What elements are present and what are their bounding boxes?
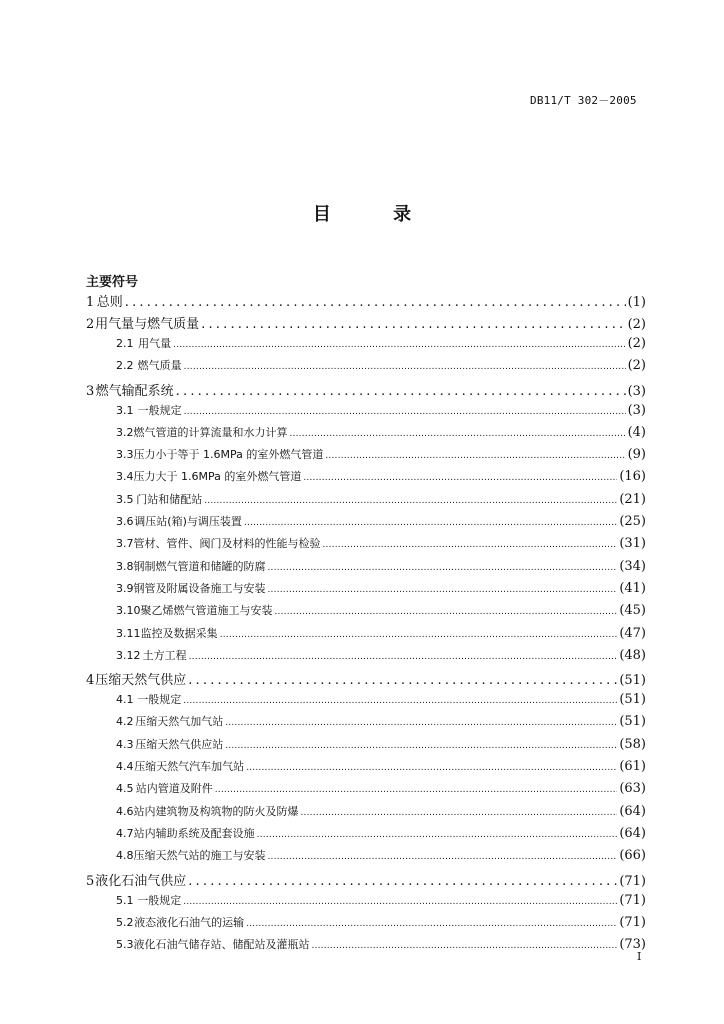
toc-entry-title: 一般规定 bbox=[137, 893, 182, 907]
toc-entry-title: 压缩天然气供应 bbox=[95, 673, 187, 689]
toc-dot-leader bbox=[183, 693, 617, 706]
toc-entry-number: 2.2 bbox=[116, 359, 134, 373]
toc-entry-number: 3.6 bbox=[116, 515, 134, 529]
toc-entry-title: 一般规定 bbox=[137, 693, 182, 707]
toc-entry-number: 3.5 bbox=[116, 492, 134, 506]
toc-dot-leader bbox=[257, 827, 618, 840]
toc-entry-title: 钢管及附属设备施工与安装 bbox=[133, 581, 266, 595]
toc-entry-number: 3.11 bbox=[116, 626, 141, 640]
toc-entry-title: 压缩天然气加气站 bbox=[135, 715, 224, 729]
toc-entry-title: 压缩天然气汽车加气站 bbox=[134, 760, 245, 774]
toc-entry-title: 燃气质量 bbox=[137, 359, 182, 373]
toc-entry-number: 3 bbox=[86, 383, 95, 399]
toc-entry-number: 2.1 bbox=[116, 337, 134, 350]
toc-entry-title: 门站和储配站 bbox=[136, 492, 203, 506]
toc-entry-number: 5.2 bbox=[116, 915, 134, 929]
toc-dot-leader bbox=[225, 715, 617, 728]
toc-section-entry[interactable] bbox=[86, 647, 646, 669]
toc-chapter-entry[interactable] bbox=[86, 669, 646, 691]
toc-chapter-entry[interactable] bbox=[86, 313, 646, 335]
toc-entry-page: (71) bbox=[619, 873, 646, 889]
toc-entry-title: 聚乙烯燃气管道施工与安装 bbox=[140, 604, 273, 618]
toc-section-entry[interactable] bbox=[86, 713, 646, 735]
toc-entry-page: (47) bbox=[619, 625, 646, 641]
symbols-heading: 主要符号 bbox=[86, 275, 139, 290]
toc-entry-number: 4.2 bbox=[116, 715, 134, 729]
toc-section-entry[interactable] bbox=[86, 736, 646, 758]
toc-entry-number: 3.3 bbox=[116, 448, 134, 462]
toc-entry-title: 液化石油气供应 bbox=[95, 873, 187, 889]
toc-entry-number: 4.8 bbox=[116, 849, 134, 863]
toc-entry-title: 用气量与燃气质量 bbox=[95, 317, 200, 332]
toc-entry-page: (51) bbox=[619, 673, 646, 689]
toc-entry-page: (45) bbox=[619, 603, 646, 619]
toc-entry-page: (51) bbox=[619, 692, 646, 708]
toc-entry-title: 监控及数据采集 bbox=[140, 626, 218, 640]
toc-dot-leader bbox=[290, 426, 626, 439]
toc-dot-leader bbox=[246, 760, 617, 773]
toc-entry-page: (2) bbox=[627, 317, 646, 332]
toc-dot-leader bbox=[201, 317, 625, 332]
toc-entry-page: (4) bbox=[627, 424, 646, 440]
toc-section-entry[interactable] bbox=[86, 446, 646, 468]
toc-entry-page: (16) bbox=[619, 469, 646, 485]
toc-section-entry[interactable] bbox=[86, 691, 646, 713]
toc-entry-number: 2 bbox=[86, 317, 95, 332]
toc-dot-leader bbox=[184, 359, 626, 372]
toc-section-entry[interactable] bbox=[86, 892, 646, 914]
toc-entry-title: 压缩天然气供应站 bbox=[135, 737, 224, 751]
toc-dot-leader bbox=[268, 560, 618, 573]
toc-section-entry[interactable] bbox=[86, 558, 646, 580]
toc-entry-page: (31) bbox=[619, 536, 646, 552]
toc-dot-leader bbox=[188, 874, 617, 889]
toc-entry-page: (64) bbox=[619, 803, 646, 819]
toc-section-entry[interactable] bbox=[86, 468, 646, 490]
toc-entry-title: 用气量 bbox=[138, 337, 172, 350]
toc-dot-leader bbox=[189, 649, 618, 662]
toc-entry-page: (25) bbox=[619, 514, 646, 530]
toc-entry-page: (66) bbox=[619, 848, 646, 864]
toc-entry-title: 站内建筑物及构筑物的防火及防爆 bbox=[133, 804, 299, 818]
toc-entry-title: 总则 bbox=[96, 295, 123, 310]
toc-dot-leader bbox=[323, 537, 618, 550]
toc-entry-title: 压力大于 1.6MPa 的室外燃气管道 bbox=[133, 470, 302, 484]
toc-entry-number: 4.5 bbox=[116, 782, 134, 796]
toc-entry-page: (71) bbox=[619, 892, 646, 908]
toc-dot-leader bbox=[183, 894, 617, 907]
toc-entry-page: (2) bbox=[627, 336, 646, 351]
toc-entry-number: 3.12 bbox=[116, 648, 141, 662]
toc-entry-page: (41) bbox=[619, 580, 646, 596]
toc-entry-page: (9) bbox=[627, 447, 646, 463]
toc-entry-title: 压缩天然气站的施工与安装 bbox=[133, 849, 266, 863]
toc-entry-page: (3) bbox=[627, 383, 646, 399]
toc-dot-leader bbox=[204, 493, 617, 506]
toc-section-entry[interactable] bbox=[86, 602, 646, 624]
toc-dot-leader bbox=[275, 604, 618, 617]
toc-dot-leader bbox=[268, 849, 618, 862]
toc-section-entry[interactable] bbox=[86, 825, 646, 847]
document-code: DB11/T 302－2005 bbox=[530, 94, 637, 107]
toc-entry-number: 4.7 bbox=[116, 826, 134, 840]
toc-dot-leader bbox=[312, 938, 618, 951]
toc-section-entry[interactable] bbox=[86, 758, 646, 780]
toc-entry-page: (48) bbox=[619, 647, 646, 663]
toc-dot-leader bbox=[184, 404, 626, 417]
toc-entry-page: (3) bbox=[627, 402, 646, 418]
toc-section-entry[interactable] bbox=[86, 335, 646, 357]
toc-entry-page: (21) bbox=[619, 491, 646, 507]
toc-dot-leader bbox=[215, 782, 618, 795]
toc-entry-title: 调压站(箱)与调压装置 bbox=[134, 515, 242, 529]
toc-entry-page: (34) bbox=[619, 558, 646, 574]
toc-chapter-entry[interactable] bbox=[86, 380, 646, 402]
toc-dot-leader bbox=[246, 916, 617, 929]
toc-dot-leader bbox=[268, 582, 618, 595]
toc-section-entry[interactable] bbox=[86, 847, 646, 869]
toc-dot-leader bbox=[325, 448, 625, 461]
toc-section-entry[interactable] bbox=[86, 491, 646, 513]
toc-entry-number: 4.6 bbox=[116, 804, 134, 818]
toc-section-entry[interactable] bbox=[86, 780, 646, 802]
toc-section-entry[interactable] bbox=[86, 625, 646, 647]
toc-dot-leader bbox=[125, 295, 626, 310]
toc-entry-number: 4.4 bbox=[116, 760, 134, 774]
toc-dot-leader bbox=[176, 384, 626, 399]
toc-entry-page: (1) bbox=[627, 295, 646, 310]
toc-entry-title: 土方工程 bbox=[142, 648, 187, 662]
toc-entry-number: 3.10 bbox=[116, 604, 141, 618]
toc-entry-page: (58) bbox=[619, 736, 646, 752]
toc-entry-title: 液态液化石油气的运输 bbox=[134, 915, 245, 929]
table-of-contents bbox=[86, 291, 646, 958]
toc-entry-title: 压力小于等于 1.6MPa 的室外燃气管道 bbox=[133, 448, 324, 462]
toc-dot-leader bbox=[173, 337, 625, 350]
toc-entry-title: 管材、管件、阀门及材料的性能与检验 bbox=[133, 537, 321, 551]
toc-entry-page: (71) bbox=[619, 914, 646, 930]
toc-entry-page: (64) bbox=[619, 825, 646, 841]
toc-entry-number: 4.3 bbox=[116, 737, 134, 751]
toc-dot-leader bbox=[301, 805, 618, 818]
toc-section-entry[interactable] bbox=[86, 513, 646, 535]
toc-section-entry[interactable] bbox=[86, 936, 646, 958]
toc-entry-number: 3.4 bbox=[116, 470, 134, 484]
toc-section-entry[interactable] bbox=[86, 402, 646, 424]
toc-entry-page: (61) bbox=[619, 759, 646, 775]
toc-entry-title: 站内管道及附件 bbox=[135, 782, 213, 796]
toc-entry-number: 4.1 bbox=[116, 693, 134, 707]
toc-entry-number: 3.8 bbox=[116, 559, 134, 573]
toc-entry-number: 3.9 bbox=[116, 581, 134, 595]
toc-entry-number: 5.3 bbox=[116, 938, 134, 952]
toc-entry-number: 4 bbox=[86, 673, 95, 689]
toc-entry-page: (63) bbox=[619, 781, 646, 797]
toc-entry-page: (73) bbox=[619, 937, 646, 953]
toc-entry-title: 一般规定 bbox=[137, 403, 182, 417]
toc-entry-number: 3.2 bbox=[116, 425, 134, 439]
toc-dot-leader bbox=[244, 515, 617, 528]
toc-chapter-entry[interactable] bbox=[86, 291, 646, 313]
toc-entry-page: (2) bbox=[627, 358, 646, 374]
toc-section-entry[interactable] bbox=[86, 914, 646, 936]
page-title: 目 录 bbox=[312, 204, 440, 225]
toc-dot-leader bbox=[188, 673, 617, 688]
toc-entry-number: 3.7 bbox=[116, 537, 134, 551]
toc-entry-title: 液化石油气储存站、储配站及灌瓶站 bbox=[133, 938, 310, 952]
page-number: I bbox=[637, 950, 642, 963]
toc-section-entry[interactable] bbox=[86, 803, 646, 825]
toc-entry-title: 钢制燃气管道和储罐的防腐 bbox=[133, 559, 266, 573]
toc-entry-number: 5.1 bbox=[116, 893, 134, 907]
toc-section-entry[interactable] bbox=[86, 535, 646, 557]
toc-section-entry[interactable] bbox=[86, 580, 646, 602]
toc-entry-number: 3.1 bbox=[116, 403, 134, 417]
toc-entry-title: 站内辅助系统及配套设施 bbox=[133, 826, 255, 840]
toc-entry-number: 1 bbox=[86, 295, 95, 310]
toc-section-entry[interactable] bbox=[86, 357, 646, 379]
toc-entry-page: (51) bbox=[619, 714, 646, 730]
toc-dot-leader bbox=[225, 738, 617, 751]
toc-chapter-entry[interactable] bbox=[86, 870, 646, 892]
toc-entry-title: 燃气输配系统 bbox=[95, 383, 174, 399]
toc-entry-title: 燃气管道的计算流量和水力计算 bbox=[133, 425, 288, 439]
toc-entry-number: 5 bbox=[86, 873, 95, 889]
toc-dot-leader bbox=[220, 627, 618, 640]
toc-dot-leader bbox=[303, 470, 617, 483]
toc-section-entry[interactable] bbox=[86, 424, 646, 446]
